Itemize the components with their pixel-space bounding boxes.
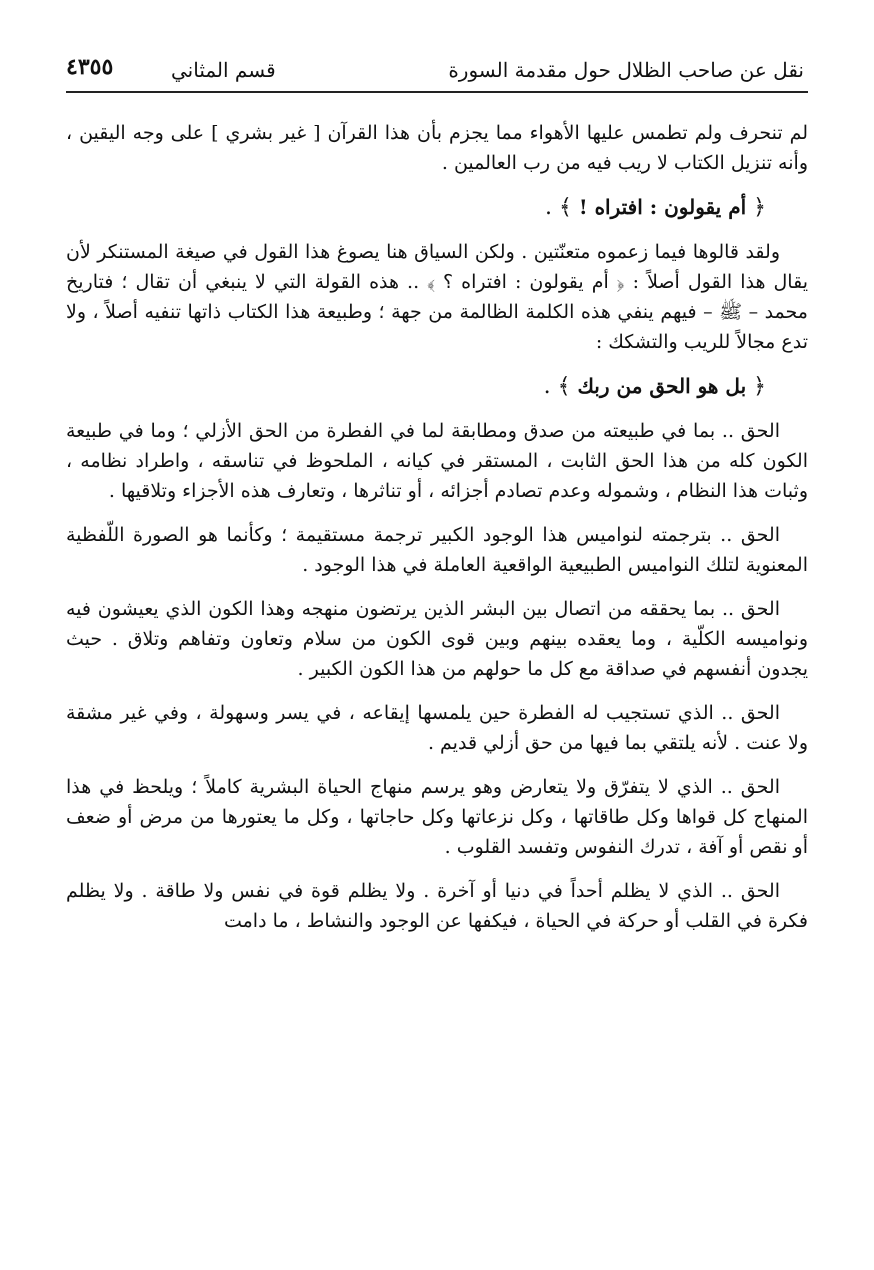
verse-text: أم يقولون : افتراه !	[578, 195, 747, 219]
section-name: قسم المثاني	[171, 58, 276, 82]
verse-close-bracket: ﴾ .	[544, 195, 572, 220]
paragraph-7: الحق .. الذي لا يتفرّق ولا يتعارض وهو يرسم منهاج الحياة البشرية كاملاً ؛ ويلحظ في هذا المنهاج كل قواها وكل طاقاتها ، وكل نزعاتها وكل حاجاتها ، وكل ما يعتورها من مرض أو ضعف أو نقص أو آفة ، تدرك النفوس وتفسد القلوب .	[66, 776, 808, 858]
quran-verse-1	[66, 192, 808, 223]
page-number: ٤٣٥٥	[66, 54, 114, 80]
page-header	[66, 52, 808, 88]
running-title: نقل عن صاحب الظلال حول مقدمة السورة	[448, 58, 804, 82]
paragraph-2: ولقد قالوها فيما زعموه متعنّتين . ولكن السياق هنا يصوغ هذا القول في صيغة المستنكر لأن يقال هذا القول أصلاً : ﴿ أم يقولون : افتراه ؟ ﴾ .. هذه القولة التي لا ينبغي أن تقال ؛ فتاريخ محمد – ﷺ – فيهم ينفي هذه الكلمة الظالمة من جهة ؛ وطبيعة هذا الكتاب ذاتها تنفيه أصلاً ، ولا تدع مجالاً للريب والتشكك :	[66, 241, 808, 353]
paragraph-4: الحق .. بترجمته لنواميس هذا الوجود الكبير ترجمة مستقيمة ؛ وكأنما هو الصورة اللّفظية المعنوية لتلك النواميس الطبيعية الواقعية العاملة في هذا الوجود .	[66, 524, 808, 576]
header-rule	[66, 91, 808, 93]
quran-verse-2	[66, 371, 808, 402]
verse-text: بل هو الحق من ربك	[577, 374, 747, 398]
body-text	[66, 118, 808, 950]
verse-open-bracket: ﴿	[753, 374, 766, 399]
paragraph-1: لم تنحرف ولم تطمس عليها الأهواء مما يجزم بأن هذا القرآن [ غير بشري ] على وجه اليقين ، وأنه تنزيل الكتاب لا ريب فيه من رب العالمين .	[66, 122, 808, 174]
verse-close-bracket: ﴾ .	[543, 374, 571, 399]
paragraph-8: الحق .. الذي لا يظلم أحداً في دنيا أو آخرة . ولا يظلم قوة في نفس ولا طاقة . ولا يظلم فكرة في القلب أو حركة في الحياة ، فيكفها عن الوجود والنشاط ، ما دامت	[66, 880, 808, 932]
paragraph-6: الحق .. الذي تستجيب له الفطرة حين يلمسها إيقاعه ، في يسر وسهولة ، وفي غير مشقة ولا عنت . لأنه يلتقي بما فيها من حق أزلي قديم .	[66, 702, 808, 754]
verse-open-bracket: ﴿	[753, 195, 766, 220]
paragraph-3: الحق .. بما في طبيعته من صدق ومطابقة لما في الفطرة من الحق الأزلي ؛ وما في طبيعة الكون كله من هذا الحق الثابت ، المستقر في كيانه ، الملحوظ في تناسقه ، واطراد نظامه ، وثبات هذا النظام ، وشموله وعدم تصادم أجزائه ، أو تناثرها ، وتعارف هذه الأجزاء وتلاقيها .	[66, 420, 808, 502]
paragraph-5: الحق .. بما يحققه من اتصال بين البشر الذين يرتضون منهجه وهذا الكون الذي يعيشون فيه ونواميسه الكلّية ، وما يعقده بينهم وبين قوى الكون من سلام وتعاون وتفاهم وتلاق . حيث يجدون أنفسهم في صداقة مع كل ما حولهم من هذا الكون الكبير .	[66, 598, 808, 680]
